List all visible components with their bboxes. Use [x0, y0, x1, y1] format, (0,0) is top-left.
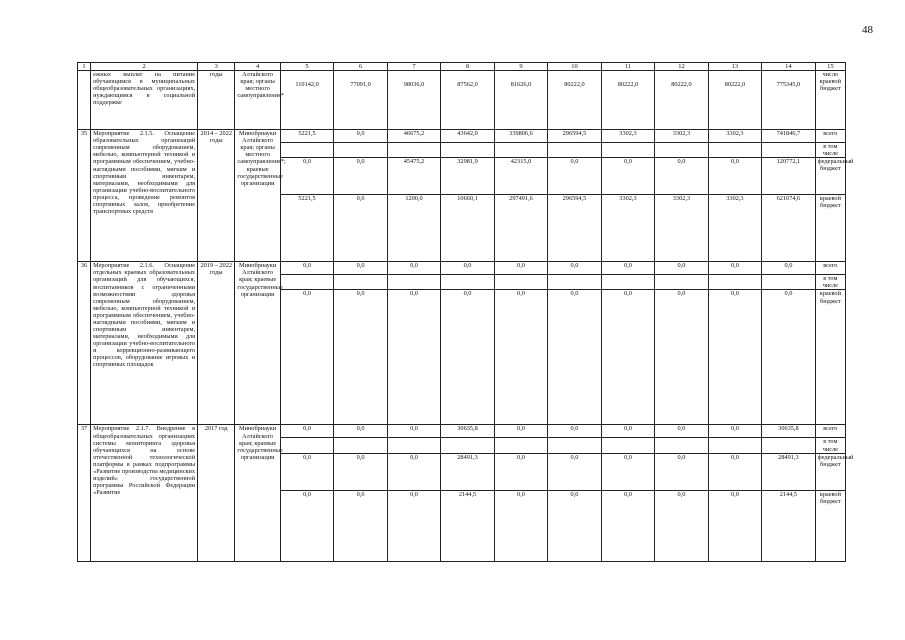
- funding-source: всего: [815, 425, 845, 438]
- value-cell: 0,0: [548, 262, 601, 275]
- value-cell: 0,0: [280, 453, 333, 490]
- column-header: 1: [78, 63, 91, 71]
- value-cell: [708, 438, 761, 453]
- funding-source: федеральный бюджет: [815, 158, 845, 195]
- measure-description: Мероприятие 2.1.5. Оснащение образовательных организаций современным оборудованием, мебелью, компьютерной техникой и программным обеспечением, учебно-наглядными пособиями, мягким и спортивным инвентарем, материалами, необходимыми для организации учебно-воспитательного процесса, проведение ремонтов спортивных залов, приобретение транспортных средств: [91, 130, 198, 262]
- column-header: 5: [280, 63, 333, 71]
- value-cell: 0,0: [601, 425, 654, 438]
- value-cell: 0,0: [280, 158, 333, 195]
- value-cell: 0,0: [708, 290, 761, 425]
- column-header: 14: [762, 63, 815, 71]
- value-cell: 0,0: [708, 425, 761, 438]
- value-cell: 0,0: [334, 130, 387, 143]
- value-cell: 621074,6: [762, 195, 815, 262]
- value-cell: 0,0: [548, 453, 601, 490]
- value-cell: [655, 438, 708, 453]
- value-cell: 0,0: [548, 425, 601, 438]
- funding-source: краевой бюджет: [815, 290, 845, 425]
- value-cell: 10660,1: [441, 195, 494, 262]
- value-cell: 0,0: [601, 453, 654, 490]
- funding-source: федеральный бюджет: [815, 453, 845, 490]
- value-cell: 110142,0: [280, 71, 333, 130]
- value-cell: 0,0: [334, 490, 387, 561]
- value-cell: 0,0: [708, 262, 761, 275]
- value-cell: 0,0: [762, 290, 815, 425]
- value-cell: [548, 438, 601, 453]
- funding-source: в том числе: [815, 275, 845, 290]
- value-cell: 3302,3: [655, 195, 708, 262]
- value-cell: 0,0: [280, 425, 333, 438]
- value-cell: [280, 275, 333, 290]
- value-cell: 42315,0: [494, 158, 547, 195]
- period: 2014 – 2022 годы: [198, 130, 235, 262]
- column-header: 15: [815, 63, 845, 71]
- value-cell: 0,0: [601, 490, 654, 561]
- value-cell: [494, 438, 547, 453]
- value-cell: 0,0: [334, 195, 387, 262]
- value-cell: 30635,8: [441, 425, 494, 438]
- value-cell: 3302,3: [708, 195, 761, 262]
- executor: Минобрнауки Алтайского края; краевые государственные организации: [235, 425, 280, 561]
- value-cell: 0,0: [334, 262, 387, 275]
- value-cell: [601, 143, 654, 158]
- value-cell: 0,0: [387, 490, 440, 561]
- column-header: 6: [334, 63, 387, 71]
- value-cell: 1200,0: [387, 195, 440, 262]
- value-cell: 0,0: [601, 262, 654, 275]
- value-cell: [708, 275, 761, 290]
- value-cell: 0,0: [655, 490, 708, 561]
- value-cell: 0,0: [494, 453, 547, 490]
- value-cell: 80222,0: [601, 71, 654, 130]
- value-cell: 80222,0: [655, 71, 708, 130]
- funding-source: [815, 71, 845, 130]
- value-cell: 28491,3: [762, 453, 815, 490]
- row-number: [78, 71, 91, 130]
- value-cell: [601, 438, 654, 453]
- value-cell: 0,0: [441, 262, 494, 275]
- value-cell: 0,0: [280, 490, 333, 561]
- value-cell: 0,0: [548, 490, 601, 561]
- value-cell: 28491,3: [441, 453, 494, 490]
- value-cell: 5221,5: [280, 130, 333, 143]
- value-cell: 0,0: [387, 453, 440, 490]
- value-cell: [762, 275, 815, 290]
- funding-source-label: число: [822, 71, 839, 79]
- value-cell: [387, 438, 440, 453]
- value-cell: 5221,5: [280, 195, 333, 262]
- column-header: 10: [548, 63, 601, 71]
- value-cell: 2144,5: [441, 490, 494, 561]
- value-cell: 30635,8: [762, 425, 815, 438]
- funding-source: всего: [815, 130, 845, 143]
- funding-source-label: краевой бюджет: [819, 78, 841, 93]
- value-cell: 45475,2: [387, 158, 440, 195]
- value-cell: 0,0: [655, 425, 708, 438]
- funding-source: краевой бюджет: [815, 490, 845, 561]
- value-cell: [762, 438, 815, 453]
- value-cell: 0,0: [708, 490, 761, 561]
- value-cell: [708, 143, 761, 158]
- column-header: 9: [494, 63, 547, 71]
- value-cell: 98036,0: [387, 71, 440, 130]
- value-cell: [655, 275, 708, 290]
- value-cell: [494, 275, 547, 290]
- value-cell: 0,0: [548, 290, 601, 425]
- row-number: 37: [78, 425, 91, 561]
- value-cell: 0,0: [601, 290, 654, 425]
- value-cell: 2144,5: [762, 490, 815, 561]
- column-header: 12: [655, 63, 708, 71]
- value-cell: [601, 275, 654, 290]
- value-cell: 0,0: [494, 490, 547, 561]
- value-cell: [655, 143, 708, 158]
- value-cell: 0,0: [280, 262, 333, 275]
- value-cell: 0,0: [655, 453, 708, 490]
- measure-description: ежных выплат на питание обучающимся в муниципальных общеобразовательных организациях, нуждающимся в социальной поддержке: [91, 71, 198, 130]
- funding-source: в том числе: [815, 438, 845, 453]
- value-cell: [334, 143, 387, 158]
- value-cell: [441, 438, 494, 453]
- value-cell: [334, 438, 387, 453]
- value-cell: 0,0: [708, 453, 761, 490]
- value-cell: 87562,0: [441, 71, 494, 130]
- column-header: 8: [441, 63, 494, 71]
- value-cell: 0,0: [334, 425, 387, 438]
- period: 2017 год: [198, 425, 235, 561]
- period: годы: [198, 71, 235, 130]
- value-cell: 339806,6: [494, 130, 547, 143]
- value-cell: 81626,0: [494, 71, 547, 130]
- column-header: 4: [235, 63, 280, 71]
- value-cell: 0,0: [387, 290, 440, 425]
- value-cell: [762, 143, 815, 158]
- value-cell: 0,0: [548, 158, 601, 195]
- measure-description: Мероприятие 2.1.7. Внедрение в общеобразовательных организациях системы мониторинга здоровья обучающихся на основе отечественной технологической платформы в рамках подпрограммы «Развитие производства медицинских изделий» государственной программы Российской Федерации «Развитие: [91, 425, 198, 561]
- page-number: 48: [862, 24, 873, 36]
- executor: Алтайского края; органы местного самоуправления*: [235, 71, 280, 130]
- value-cell: 0,0: [280, 290, 333, 425]
- value-cell: 0,0: [334, 290, 387, 425]
- value-cell: 296594,5: [548, 195, 601, 262]
- value-cell: 120772,1: [762, 158, 815, 195]
- value-cell: 0,0: [334, 453, 387, 490]
- value-cell: [280, 143, 333, 158]
- value-cell: 0,0: [708, 158, 761, 195]
- value-cell: [441, 275, 494, 290]
- value-cell: 0,0: [494, 290, 547, 425]
- column-header: 13: [708, 63, 761, 71]
- row-number: 36: [78, 262, 91, 425]
- value-cell: 0,0: [655, 290, 708, 425]
- column-header: 3: [198, 63, 235, 71]
- value-cell: 46675,2: [387, 130, 440, 143]
- funding-source: всего: [815, 262, 845, 275]
- value-cell: [334, 275, 387, 290]
- value-cell: 0,0: [494, 262, 547, 275]
- column-header: 2: [91, 63, 198, 71]
- value-cell: 0,0: [655, 262, 708, 275]
- value-cell: 0,0: [655, 158, 708, 195]
- value-cell: 3302,3: [655, 130, 708, 143]
- funding-source: краевой бюджет: [815, 195, 845, 262]
- funding-source: в том числе: [815, 143, 845, 158]
- row-number: 35: [78, 130, 91, 262]
- executor: Минобрнауки Алтайского края; органы местного самоуправления*; краевые государственные организации: [235, 130, 280, 262]
- value-cell: 77091,0: [334, 71, 387, 130]
- value-cell: 80222,0: [548, 71, 601, 130]
- value-cell: 0,0: [441, 290, 494, 425]
- period: 2019 – 2022 годы: [198, 262, 235, 425]
- value-cell: 0,0: [494, 425, 547, 438]
- value-cell: 43642,0: [441, 130, 494, 143]
- value-cell: 775345,0: [762, 71, 815, 130]
- value-cell: 0,0: [334, 158, 387, 195]
- column-header: 7: [387, 63, 440, 71]
- value-cell: 0,0: [601, 158, 654, 195]
- value-cell: 296594,5: [548, 130, 601, 143]
- value-cell: 297491,6: [494, 195, 547, 262]
- value-cell: [548, 143, 601, 158]
- budget-table: [77, 62, 854, 562]
- value-cell: 3302,3: [708, 130, 761, 143]
- value-cell: 3302,3: [601, 130, 654, 143]
- value-cell: [387, 275, 440, 290]
- value-cell: 3302,3: [601, 195, 654, 262]
- value-cell: [441, 143, 494, 158]
- value-cell: 0,0: [387, 262, 440, 275]
- value-cell: [548, 275, 601, 290]
- column-header: 11: [601, 63, 654, 71]
- measure-description: Мероприятие 2.1.6. Оснащение отдельных краевых образовательных организаций для обучающихся, воспитанников с ограниченными возможностями здоровья современным оборудованием, мебелью, компьютерной техникой и программным обеспечением, учебно-наглядными пособиями, мягким и спортивным инвентарем, материалами, необходимыми для организации учебно-воспитательного и коррекционно-развивающего процессов, оборудование игровых и спортивных площадок: [91, 262, 198, 425]
- executor: Минобрнауки Алтайского края; краевые государственные организации: [235, 262, 280, 425]
- value-cell: 741846,7: [762, 130, 815, 143]
- value-cell: 32981,9: [441, 158, 494, 195]
- value-cell: 0,0: [387, 425, 440, 438]
- value-cell: 80222,0: [708, 71, 761, 130]
- value-cell: [280, 438, 333, 453]
- value-cell: [494, 143, 547, 158]
- value-cell: [387, 143, 440, 158]
- value-cell: 0,0: [762, 262, 815, 275]
